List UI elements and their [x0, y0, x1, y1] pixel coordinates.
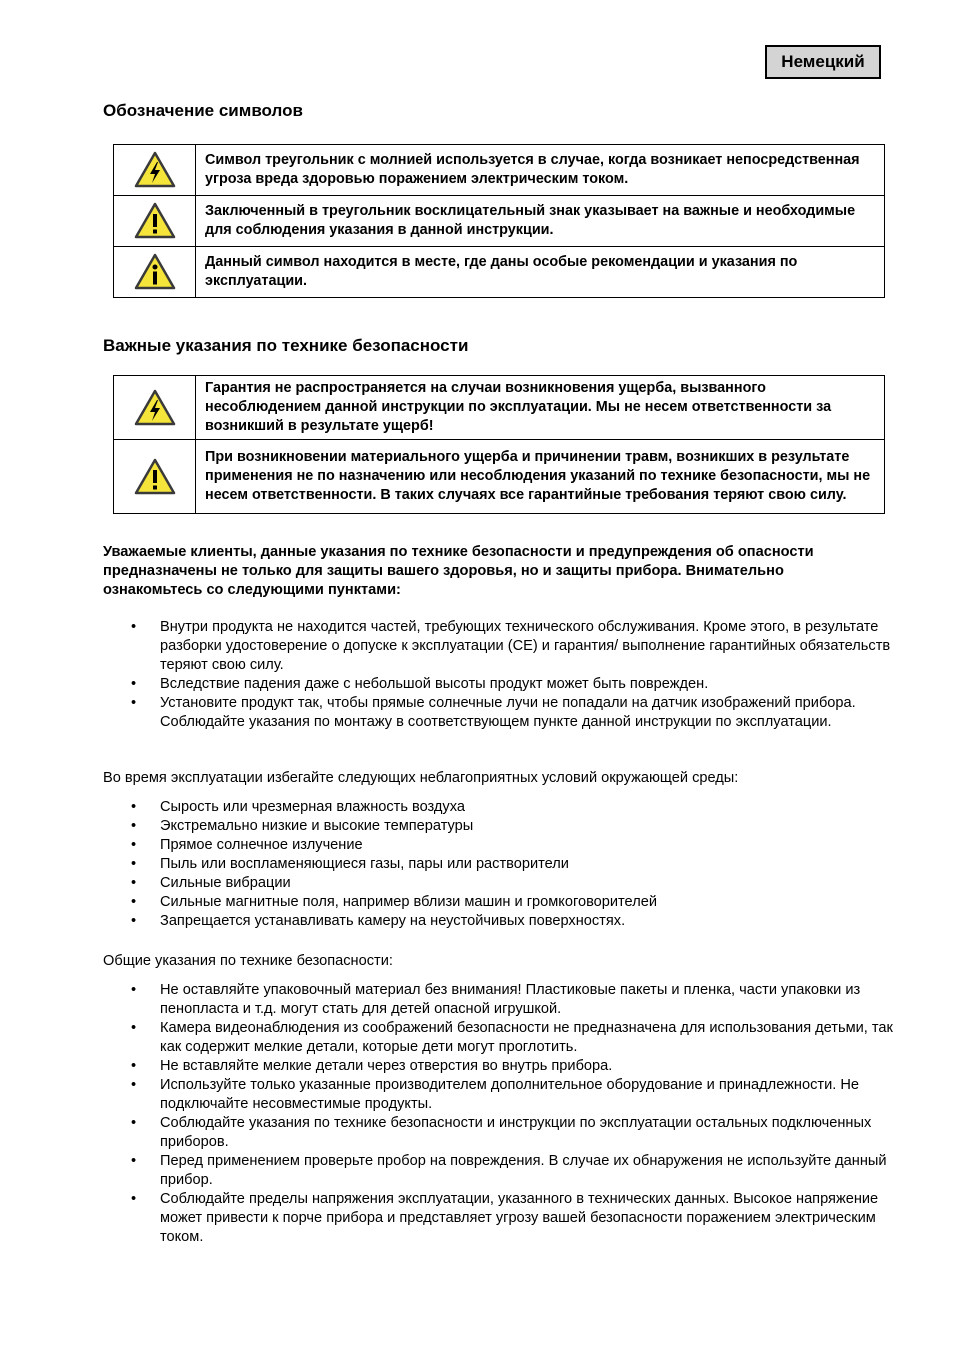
symbol-description: Заключенный в треугольник восклицательный знак указывает на важные и необходимые для соблюдения указания в данной инструкции. — [196, 196, 885, 247]
list-item: • Камера видеонаблюдения из соображений безопасности не предназначена для использования детьми, так как содержит мелкие детали, которые дети могут проглотить. — [103, 1019, 893, 1057]
symbols-table-row — [114, 247, 885, 298]
symbols-table-row — [114, 196, 885, 247]
symbols-section-title: Обозначение символов — [103, 101, 303, 120]
list-item: • Прямое солнечное излучение — [103, 836, 893, 855]
list-item: • Экстремально низкие и высокие температуры — [103, 817, 893, 836]
list-item: • Используйте только указанные производителем дополнительное оборудование и принадлежности. Не подключайте несовместимые продукты. — [103, 1076, 893, 1114]
list-item: • Не оставляйте упаковочный материал без внимания! Пластиковые пакеты и пленка, части упаковки из пенопласта и т.д. могут стать для детей опасной игрушкой. — [103, 981, 893, 1019]
list-item: • Вследствие падения даже с небольшой высоты продукт может быть поврежден. — [103, 675, 893, 694]
safety-table-row — [114, 440, 885, 514]
symbols-table — [113, 144, 885, 298]
safety-description: При возникновении материального ущерба и причинении травм, возникших в результате применения не по назначению или несоблюдения указаний по технике безопасности, мы не несем ответственности. В таких случаях все гарантийные требования теряют свою силу. — [196, 440, 885, 514]
info-icon — [114, 253, 195, 291]
symbols-table-row — [114, 145, 885, 196]
list-item: • Запрещается устанавливать камеру на неустойчивых поверхностях. — [103, 912, 893, 931]
general-intro: Общие указания по технике безопасности: — [103, 953, 393, 969]
list-item: • Соблюдайте пределы напряжения эксплуатации, указанного в технических данных. Высокое напряжение может привести к порче прибора и представляет угрозу вашей безопасности поражением электрическим током. — [103, 1190, 893, 1247]
safety-section-title: Важные указания по технике безопасности — [103, 336, 469, 355]
exclamation-warning-icon — [114, 458, 195, 496]
list-item: • Сильные магнитные поля, например вблизи машин и громкоговорителей — [103, 893, 893, 912]
bullet-list-conditions — [103, 798, 893, 931]
list-item: • Сильные вибрации — [103, 874, 893, 893]
language-badge: Немецкий — [765, 45, 881, 79]
safety-description: Гарантия не распространяется на случаи возникновения ущерба, вызванного несоблюдением данной инструкции по эксплуатации. Мы не несем ответственности за возникший в результате ущерб! — [196, 376, 885, 440]
symbol-description: Данный символ находится в месте, где даны особые рекомендации и указания по эксплуатации. — [196, 247, 885, 298]
list-item: • Внутри продукта не находится частей, требующих технического обслуживания. Кроме этого, в результате разборки удостоверение о допуске к эксплуатации (CE) и гарантия/ выполнение гарантийных обязательств теряют свою силу. — [103, 618, 893, 675]
safety-table-row — [114, 376, 885, 440]
intro-paragraph: Уважаемые клиенты, данные указания по технике безопасности и предупреждения об опасности предназначены не только для защиты вашего здоровья, но и защиты прибора. Внимательно ознакомьтесь со следующими пунктами: — [103, 544, 814, 598]
bullet-list-general — [103, 618, 893, 732]
list-item: • Установите продукт так, чтобы прямые солнечные лучи не попадали на датчик изображений прибора. Соблюдайте указания по монтажу в соответствующем пункте данной инструкции по эксплуатации. — [103, 694, 893, 732]
bullet-list-safety — [103, 981, 893, 1247]
list-item: • Не вставляйте мелкие детали через отверстия во внутрь прибора. — [103, 1057, 893, 1076]
list-item: • Сырость или чрезмерная влажность воздуха — [103, 798, 893, 817]
list-item: • Перед применением проверьте пробор на повреждения. В случае их обнаружения не используйте данный прибор. — [103, 1152, 893, 1190]
conditions-intro: Во время эксплуатации избегайте следующих неблагоприятных условий окружающей среды: — [103, 770, 739, 786]
safety-table — [113, 375, 885, 514]
exclamation-warning-icon — [114, 202, 195, 240]
symbol-description: Символ треугольник с молнией используется в случае, когда возникает непосредственная угроза вреда здоровью поражением электрическим током. — [196, 145, 885, 196]
lightning-warning-icon — [114, 151, 195, 189]
lightning-warning-icon — [114, 389, 195, 427]
list-item: • Пыль или воспламеняющиеся газы, пары или растворители — [103, 855, 893, 874]
list-item: • Соблюдайте указания по технике безопасности и инструкции по эксплуатации остальных подключенных приборов. — [103, 1114, 893, 1152]
